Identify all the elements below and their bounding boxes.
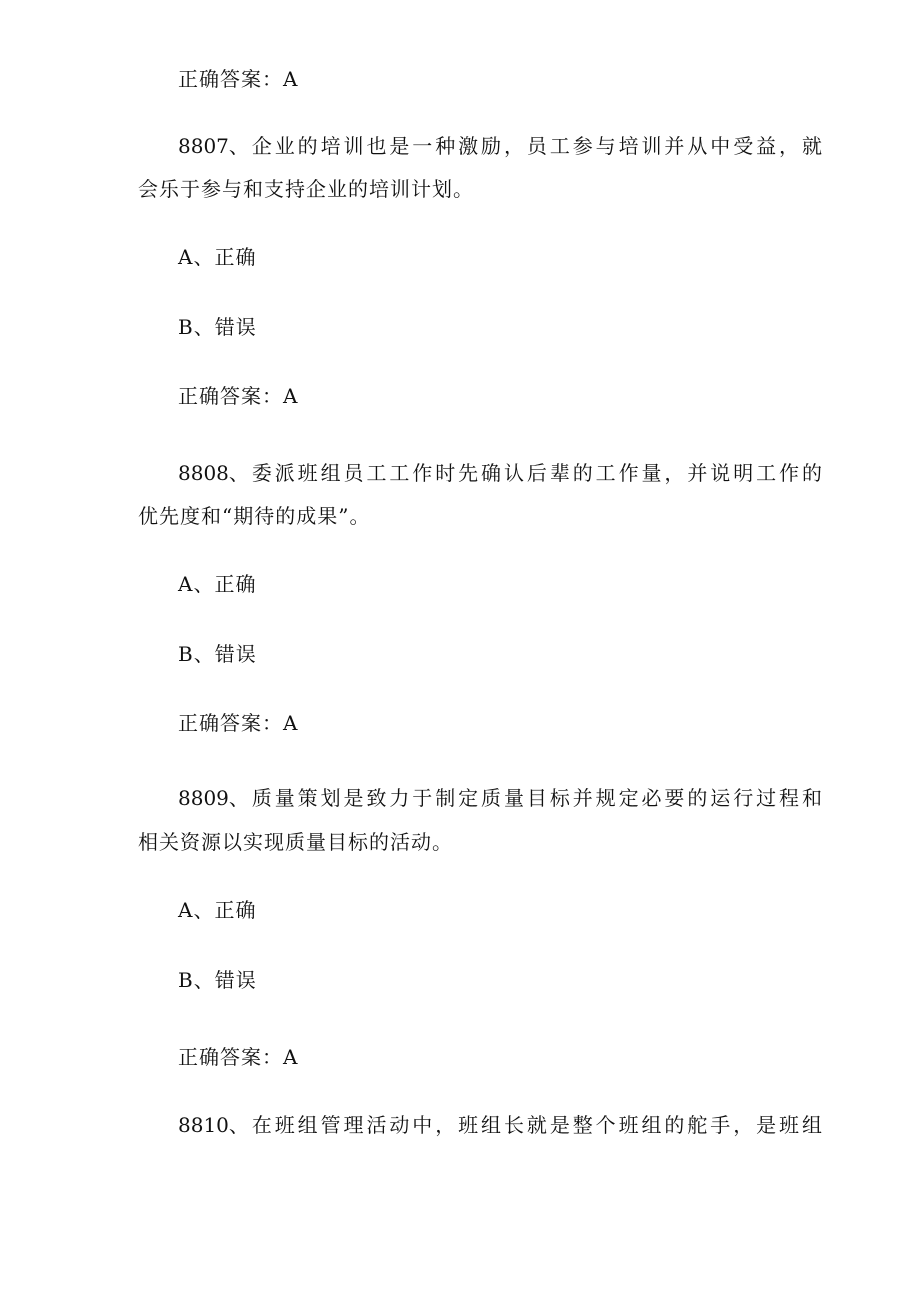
- question-char: 致: [366, 786, 387, 810]
- question-char: 作: [618, 461, 639, 485]
- question-char: 一: [412, 134, 433, 158]
- question-char: 量: [274, 786, 295, 810]
- question-char: 要: [664, 786, 685, 810]
- question-char: 班: [297, 461, 318, 485]
- question-char: 组: [320, 461, 341, 485]
- question-8807-line-2: 会乐于参与和支持企业的培训计划。: [138, 177, 474, 201]
- question-char: 量: [641, 461, 662, 485]
- question-char: 并: [687, 461, 708, 485]
- question-char: 励: [481, 134, 502, 158]
- question-char: 确: [481, 461, 502, 485]
- question-char: 动: [389, 1113, 410, 1137]
- question-char: 8807、: [178, 134, 249, 158]
- answer-line: 正确答案：A: [178, 1045, 299, 1069]
- question-char: 标: [549, 786, 570, 810]
- question-char: 舵: [687, 1113, 708, 1137]
- question-char: 中: [710, 134, 731, 158]
- question-char: 在: [251, 1113, 272, 1137]
- question-char: 员: [526, 134, 547, 158]
- question-char: 说: [710, 461, 731, 485]
- question-char: 工: [549, 134, 570, 158]
- question-char: 组: [801, 1113, 822, 1137]
- question-char: ，: [733, 1113, 754, 1137]
- question-char: 工: [595, 461, 616, 485]
- question-char: 先: [458, 461, 479, 485]
- question-char: 个: [595, 1113, 616, 1137]
- question-char: 并: [572, 786, 593, 810]
- question-char: 班: [618, 1113, 639, 1137]
- question-char: 企: [251, 134, 272, 158]
- question-char: 质: [481, 786, 502, 810]
- question-char: 定: [618, 786, 639, 810]
- question-char: 过: [756, 786, 777, 810]
- question-char: 理: [343, 1113, 364, 1137]
- question-char: 工: [389, 461, 410, 485]
- question-char: 行: [733, 786, 754, 810]
- question-char: 员: [343, 461, 364, 485]
- question-char: 规: [595, 786, 616, 810]
- question-char: 业: [274, 134, 295, 158]
- question-char: 是: [549, 1113, 570, 1137]
- question-char: 8810、: [178, 1113, 249, 1137]
- question-char: 是: [343, 786, 364, 810]
- question-char: 工: [366, 461, 387, 485]
- question-char: ，: [664, 461, 685, 485]
- question-char: 中: [412, 1113, 433, 1137]
- question-char: 8809、: [178, 786, 249, 810]
- question-8807-line-1: [178, 133, 822, 159]
- question-char: 就: [801, 134, 822, 158]
- question-8809-line-2: 相关资源以实现质量目标的活动。: [138, 830, 453, 854]
- question-char: 手: [710, 1113, 731, 1137]
- question-char: 工: [756, 461, 777, 485]
- question-char: 也: [366, 134, 387, 158]
- question-char: 时: [435, 461, 456, 485]
- question-char: 的: [297, 134, 318, 158]
- question-char: 的: [572, 461, 593, 485]
- question-char: 于: [412, 786, 433, 810]
- question-8809-line-1: [178, 785, 822, 811]
- option-b: B、错误: [178, 968, 257, 992]
- question-8810-line-1: [178, 1112, 822, 1138]
- question-char: 作: [779, 461, 800, 485]
- question-char: 从: [687, 134, 708, 158]
- question-char: 8808、: [178, 461, 249, 485]
- question-char: 策: [297, 786, 318, 810]
- question-char: ，: [779, 134, 800, 158]
- question-char: 是: [756, 1113, 777, 1137]
- question-char: 管: [320, 1113, 341, 1137]
- question-char: ，: [503, 134, 524, 158]
- question-char: 整: [572, 1113, 593, 1137]
- question-char: 训: [641, 134, 662, 158]
- question-char: 必: [641, 786, 662, 810]
- answer-line: 正确答案：A: [178, 384, 299, 408]
- question-char: 培: [320, 134, 341, 158]
- question-char: ，: [435, 1113, 456, 1137]
- question-char: 辈: [549, 461, 570, 485]
- question-char: 班: [779, 1113, 800, 1137]
- question-char: 的: [801, 461, 822, 485]
- question-char: 益: [756, 134, 777, 158]
- question-char: 班: [458, 1113, 479, 1137]
- question-char: 制: [435, 786, 456, 810]
- option-b: B、错误: [178, 642, 257, 666]
- option-a: A、正确: [178, 572, 257, 596]
- question-char: 受: [733, 134, 754, 158]
- option-b: B、错误: [178, 315, 257, 339]
- question-char: 与: [595, 134, 616, 158]
- question-8808-line-2: 优先度和“期待的成果”。: [138, 504, 371, 528]
- question-char: 是: [389, 134, 410, 158]
- question-char: 委: [251, 461, 272, 485]
- question-char: 激: [458, 134, 479, 158]
- option-a: A、正确: [178, 245, 257, 269]
- answer-line: 正确答案：A: [178, 711, 299, 735]
- question-8808-line-1: [178, 460, 822, 486]
- question-char: 的: [687, 786, 708, 810]
- question-char: 培: [618, 134, 639, 158]
- question-char: 质: [251, 786, 272, 810]
- question-char: 并: [664, 134, 685, 158]
- question-char: 就: [526, 1113, 547, 1137]
- question-char: 划: [320, 786, 341, 810]
- question-char: 认: [503, 461, 524, 485]
- question-char: 和: [801, 786, 822, 810]
- question-char: 明: [733, 461, 754, 485]
- question-char: 长: [503, 1113, 524, 1137]
- question-char: 组: [481, 1113, 502, 1137]
- question-char: 种: [435, 134, 456, 158]
- question-char: 组: [641, 1113, 662, 1137]
- question-char: 训: [343, 134, 364, 158]
- answer-line: 正确答案：A: [178, 67, 299, 91]
- question-char: 力: [389, 786, 410, 810]
- question-char: 后: [526, 461, 547, 485]
- question-char: 目: [526, 786, 547, 810]
- question-char: 参: [572, 134, 593, 158]
- question-char: 运: [710, 786, 731, 810]
- question-char: 作: [412, 461, 433, 485]
- question-char: 组: [297, 1113, 318, 1137]
- question-char: 的: [664, 1113, 685, 1137]
- option-a: A、正确: [178, 898, 257, 922]
- question-char: 量: [503, 786, 524, 810]
- question-char: 班: [274, 1113, 295, 1137]
- question-char: 派: [274, 461, 295, 485]
- question-char: 定: [458, 786, 479, 810]
- question-char: 程: [779, 786, 800, 810]
- question-char: 活: [366, 1113, 387, 1137]
